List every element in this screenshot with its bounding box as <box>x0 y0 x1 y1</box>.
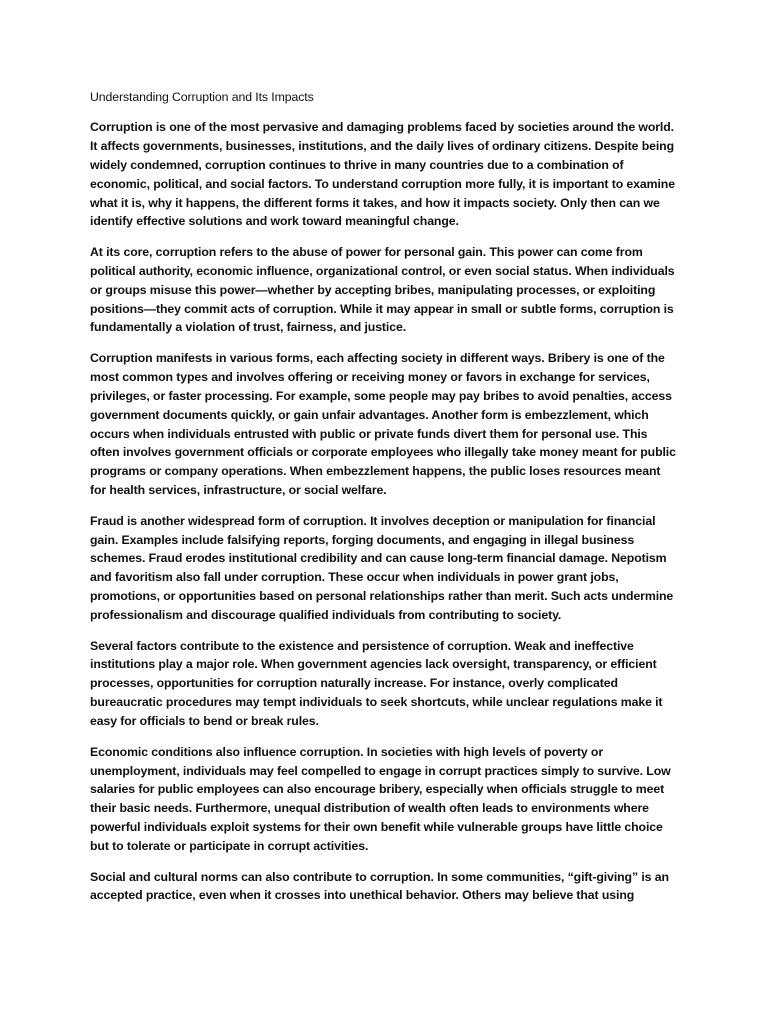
paragraph-social: Social and cultural norms can also contribute to corruption. In some communities, “gift-giving” is an accepted practice, even when it crosses into unethical behavior. Others may believe that using <box>90 869 669 903</box>
paragraph-definition: At its core, corruption refers to the abuse of power for personal gain. This power can come from political authority, economic influence, organizational control, or even social status. When individuals or groups misuse this power—whether by accepting bribes, manipulating processes, or exploiting positions—they commit acts of corruption. While it may appear in small or subtle forms, corruption is fundamentally a violation of trust, fairness, and justice. <box>90 244 675 335</box>
paragraph-factors: Several factors contribute to the existence and persistence of corruption. Weak and ineffective institutions play a major role. When government agencies lack oversight, transparency, or efficient processes, opportunities for corruption naturally increase. For instance, overly complicated bureaucratic procedures may tempt individuals to seek shortcuts, while unclear regulations make it easy for officials to bend or break rules. <box>90 638 663 729</box>
paragraph-economic: Economic conditions also influence corruption. In societies with high levels of poverty or unemployment, individuals may feel compelled to engage in corrupt practices simply to survive. Low salaries for public employees can also encourage bribery, especially when officials struggle to meet their basic needs. Furthermore, unequal distribution of wealth often leads to environments where powerful individuals exploit systems for their own benefit while vulnerable groups have little choice but to tolerate or participate in corrupt activities. <box>90 744 671 854</box>
document-title: Understanding Corruption and Its Impacts <box>90 90 314 104</box>
document-page <box>90 88 678 917</box>
paragraph-fraud: Fraud is another widespread form of corruption. It involves deception or manipulation for financial gain. Examples include falsifying reports, forging documents, and engaging in illegal business schemes. Fraud erodes institutional credibility and can cause long-term financial damage. Nepotism and favoritism also fall under corruption. These occur when individuals in power grant jobs, promotions, or opportunities based on personal relationships rather than merit. Such acts undermine professionalism and discourage qualified individuals from contributing to society. <box>90 513 674 623</box>
paragraph-forms: Corruption manifests in various forms, each affecting society in different ways. Bribery is one of the most common types and involves offering or receiving money or favors in exchange for services, privileges, or faster processing. For example, some people may pay bribes to avoid penalties, access government documents quickly, or gain unfair advantages. Another form is embezzlement, which occurs when individuals entrusted with public or private funds divert them for personal use. This often involves government officials or corporate employees who illegally take money meant for public programs or company operations. When embezzlement happens, the public loses resources meant for health services, infrastructure, or social welfare. <box>90 350 676 498</box>
paragraph-intro: Corruption is one of the most pervasive and damaging problems faced by societies around the world. It affects governments, businesses, institutions, and the daily lives of ordinary citizens. Despite being widely condemned, corruption continues to thrive in many countries due to a combination of economic, political, and social factors. To understand corruption more fully, it is important to examine what it is, why it happens, the different forms it takes, and how it impacts society. Only then can we identify effective solutions and work toward meaningful change. <box>90 119 675 229</box>
